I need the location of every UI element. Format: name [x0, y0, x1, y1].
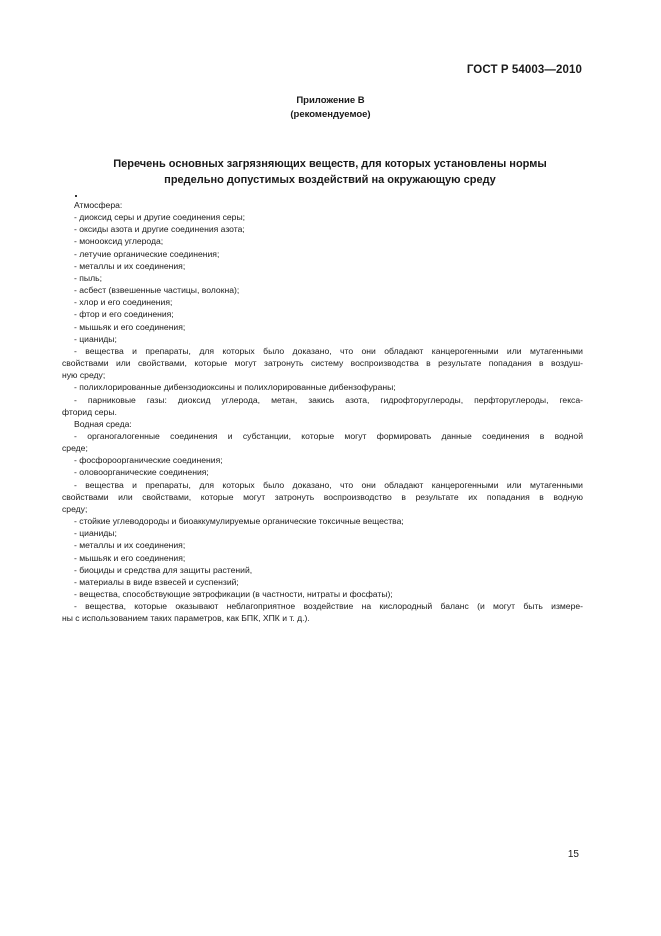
list-item: - диоксид серы и другие соединения серы;: [74, 212, 246, 223]
list-item: - вещества, способствующие эвтрофикации (в частности, нитраты и фосфаты);: [74, 589, 393, 599]
title-line-1: Перечень основных загрязняющих веществ, для которых установлены нормы: [113, 158, 547, 170]
list-item: - пыль;: [74, 272, 102, 283]
document-title: [80, 156, 580, 188]
appendix-name: Приложение В: [296, 95, 365, 106]
list-item-continuation: среду;: [62, 503, 88, 514]
list-item-continuation: фторид серы.: [62, 406, 117, 417]
list-item: - материалы в виде взвесей и суспензий;: [74, 576, 239, 587]
list-item: - фосфороорганические соединения;: [74, 455, 223, 466]
list-item: - металлы и их соединения;: [74, 260, 186, 271]
list-item-continuation: свойствами или свойствами, которые могут затронуть воспроизводство в результате их попадания в водную: [62, 491, 583, 502]
list-item: - мышьяк и его соединения;: [74, 321, 186, 332]
list-item: - фтор и его соединения;: [74, 309, 174, 320]
water-heading: Водная среда:: [74, 418, 132, 429]
standard-header: ГОСТ Р 54003—2010: [466, 64, 582, 76]
list-item-continuation: ны с использованием таких параметров, как БПК, ХПК и т. д.).: [62, 613, 310, 624]
list-item: - летучие органические соединения;: [74, 248, 220, 259]
list-item: - асбест (взвешенные частицы, волокна);: [74, 285, 240, 296]
list-item: - парниковые газы: диоксид углерода, метан, закись азота, гидрофторуглероды, перфторуглероды, гекса-: [74, 394, 583, 405]
list-item: - биоциды и средства для защиты растений,: [74, 564, 253, 575]
list-item: - хлор и его соединения;: [74, 297, 173, 308]
list-item: - полихлорированные дибензодиоксины и полихлорированные дибензофураны;: [74, 382, 396, 393]
list-item: - вещества и препараты, для которых было доказано, что они обладают канцерогенными или мутагенными: [74, 345, 583, 356]
list-item: - стойкие углеводороды и биоаккумулируемые органические токсичные вещества;: [74, 516, 404, 527]
list-item: - цианиды;: [74, 333, 117, 344]
scan-dot-mark: [75, 195, 77, 197]
document-body: [62, 199, 583, 624]
list-item-continuation: ную среду;: [62, 370, 106, 381]
list-item: - мышьяк и его соединения;: [74, 552, 186, 563]
list-item: - оловоорганические соединения;: [74, 467, 209, 478]
appendix-heading: [0, 94, 661, 122]
list-item: - органогалогенные соединения и субстанции, которые могут формировать данные соединения в водной: [74, 430, 583, 441]
appendix-status: (рекомендуемое): [290, 109, 371, 120]
list-item: - вещества и препараты, для которых было доказано, что они обладают канцерогенными или мутагенными: [74, 479, 583, 490]
atmosphere-heading: Атмосфера:: [74, 200, 123, 210]
list-item: - оксиды азота и другие соединения азота;: [74, 224, 245, 235]
list-item-continuation: среде;: [62, 443, 88, 454]
list-item: - металлы и их соединения;: [74, 540, 186, 551]
list-item: - цианиды;: [74, 528, 117, 539]
list-item: - монооксид углерода;: [74, 236, 164, 247]
title-line-2: предельно допустимых воздействий на окружающую среду: [164, 174, 496, 186]
page-number: 15: [567, 849, 579, 860]
list-item: - вещества, которые оказывают неблагоприятное воздействие на кислородный баланс (и могут быть измере-: [74, 601, 583, 612]
list-item-continuation: свойствами или свойствами, которые могут затронуть систему воспроизводства в результате попадания в воздуш-: [62, 358, 583, 369]
